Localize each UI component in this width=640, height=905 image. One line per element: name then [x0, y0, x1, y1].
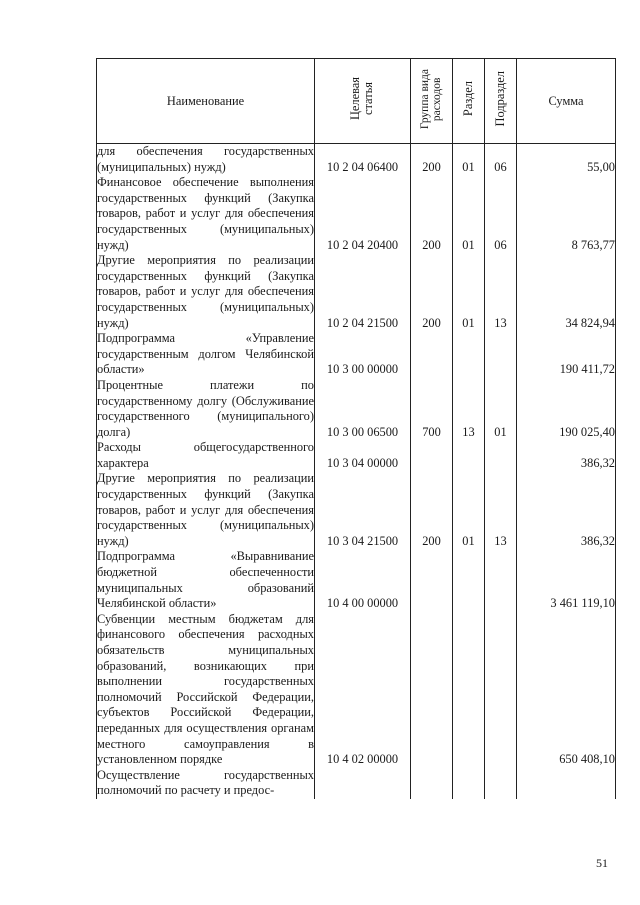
row-section: [453, 549, 485, 611]
row-expense-group: 200: [411, 253, 453, 331]
row-subsection: [485, 549, 517, 611]
row-name: Расходы общегосударственного характера: [97, 440, 314, 470]
row-subsection: 06: [485, 144, 517, 176]
page-number: 51: [596, 856, 608, 870]
table-body: [97, 144, 616, 799]
header-sum: Сумма: [517, 59, 616, 144]
row-target-article: 10 3 00 06500: [315, 378, 411, 440]
row-expense-group: [411, 612, 453, 768]
row-name: Подпрограмма «Управление государственным долгом Челябинской области»: [97, 331, 314, 377]
table-row: [97, 612, 616, 768]
row-expense-group: [411, 768, 453, 799]
row-expense-group: 200: [411, 471, 453, 549]
row-subsection: 06: [485, 175, 517, 253]
row-sum: 386,32: [517, 440, 616, 471]
row-section: 01: [453, 253, 485, 331]
table-row: [97, 378, 616, 440]
table-row: [97, 331, 616, 378]
row-subsection: [485, 440, 517, 471]
row-target-article: 10 2 04 21500: [315, 253, 411, 331]
budget-table: [96, 58, 616, 799]
table-header-row: [97, 59, 616, 144]
row-expense-group: 700: [411, 378, 453, 440]
table-row: [97, 253, 616, 331]
row-expense-group: [411, 549, 453, 611]
row-name: Другие мероприятия по реализации государственных функций (Закупка товаров, работ и услуг для обеспечения государственных (муниципальных) нужд): [97, 471, 314, 548]
row-target-article: 10 3 00 00000: [315, 331, 411, 378]
row-name: Осуществление государственных полномочий по расчету и предос-: [97, 767, 314, 798]
header-expense-group: Группа вида расходов: [411, 59, 453, 144]
row-sum: 190 411,72: [517, 331, 616, 378]
row-expense-group: [411, 440, 453, 471]
table-row: [97, 440, 616, 471]
header-subsection: Подраздел: [485, 59, 517, 144]
row-target-article: [315, 768, 411, 799]
row-sum: 3 461 119,10: [517, 549, 616, 611]
row-name: для обеспечения государственных (муниципальных) нужд): [97, 144, 314, 174]
row-name: Процентные платежи по государственному долгу (Обслуживание государственного (муниципального) долга): [97, 377, 314, 439]
row-target-article: 10 2 04 06400: [315, 144, 411, 176]
row-target-article: 10 3 04 00000: [315, 440, 411, 471]
row-section: [453, 612, 485, 768]
table-row: [97, 175, 616, 253]
row-target-article: 10 2 04 20400: [315, 175, 411, 253]
row-sum: 386,32: [517, 471, 616, 549]
row-section: 13: [453, 378, 485, 440]
row-expense-group: [411, 331, 453, 378]
row-section: 01: [453, 144, 485, 176]
row-subsection: [485, 331, 517, 378]
row-name: Субвенции местным бюджетам для финансового обеспечения расходных обязательств муниципальных образований, возникающих при выполнении государственных полномочий Российской Федерации, субъектов Российской Федерации, переданных для осуществления органам местного самоуправления в установленном порядке: [97, 611, 314, 767]
row-section: 01: [453, 175, 485, 253]
row-subsection: 01: [485, 378, 517, 440]
row-expense-group: 200: [411, 175, 453, 253]
row-sum: 34 824,94: [517, 253, 616, 331]
header-target-article: Целевая статья: [315, 59, 411, 144]
row-subsection: [485, 768, 517, 799]
row-subsection: 13: [485, 253, 517, 331]
row-expense-group: 200: [411, 144, 453, 176]
table-row: [97, 549, 616, 611]
table-row: [97, 144, 616, 176]
row-subsection: [485, 612, 517, 768]
row-name: Другие мероприятия по реализации государственных функций (Закупка товаров, работ и услуг для обеспечения государственных (муниципальных) нужд): [97, 253, 314, 330]
row-section: [453, 440, 485, 471]
row-target-article: 10 4 02 00000: [315, 612, 411, 768]
row-section: [453, 331, 485, 378]
header-name: Наименование: [97, 59, 315, 144]
table-row: [97, 768, 616, 799]
row-sum: 8 763,77: [517, 175, 616, 253]
header-section: Раздел: [453, 59, 485, 144]
row-name: Подпрограмма «Выравнивание бюджетной обеспеченности муниципальных образований Челябинской области»: [97, 549, 314, 611]
row-target-article: 10 4 00 00000: [315, 549, 411, 611]
row-section: 01: [453, 471, 485, 549]
row-subsection: 13: [485, 471, 517, 549]
row-target-article: 10 3 04 21500: [315, 471, 411, 549]
row-sum: 190 025,40: [517, 378, 616, 440]
row-name: Финансовое обеспечение выполнения государственных функций (Закупка товаров, работ и услуг для обеспечения государственных (муниципальных) нужд): [97, 175, 314, 252]
row-sum: 55,00: [517, 144, 616, 176]
row-sum: [517, 768, 616, 799]
row-section: [453, 768, 485, 799]
row-sum: 650 408,10: [517, 612, 616, 768]
table-row: [97, 471, 616, 549]
